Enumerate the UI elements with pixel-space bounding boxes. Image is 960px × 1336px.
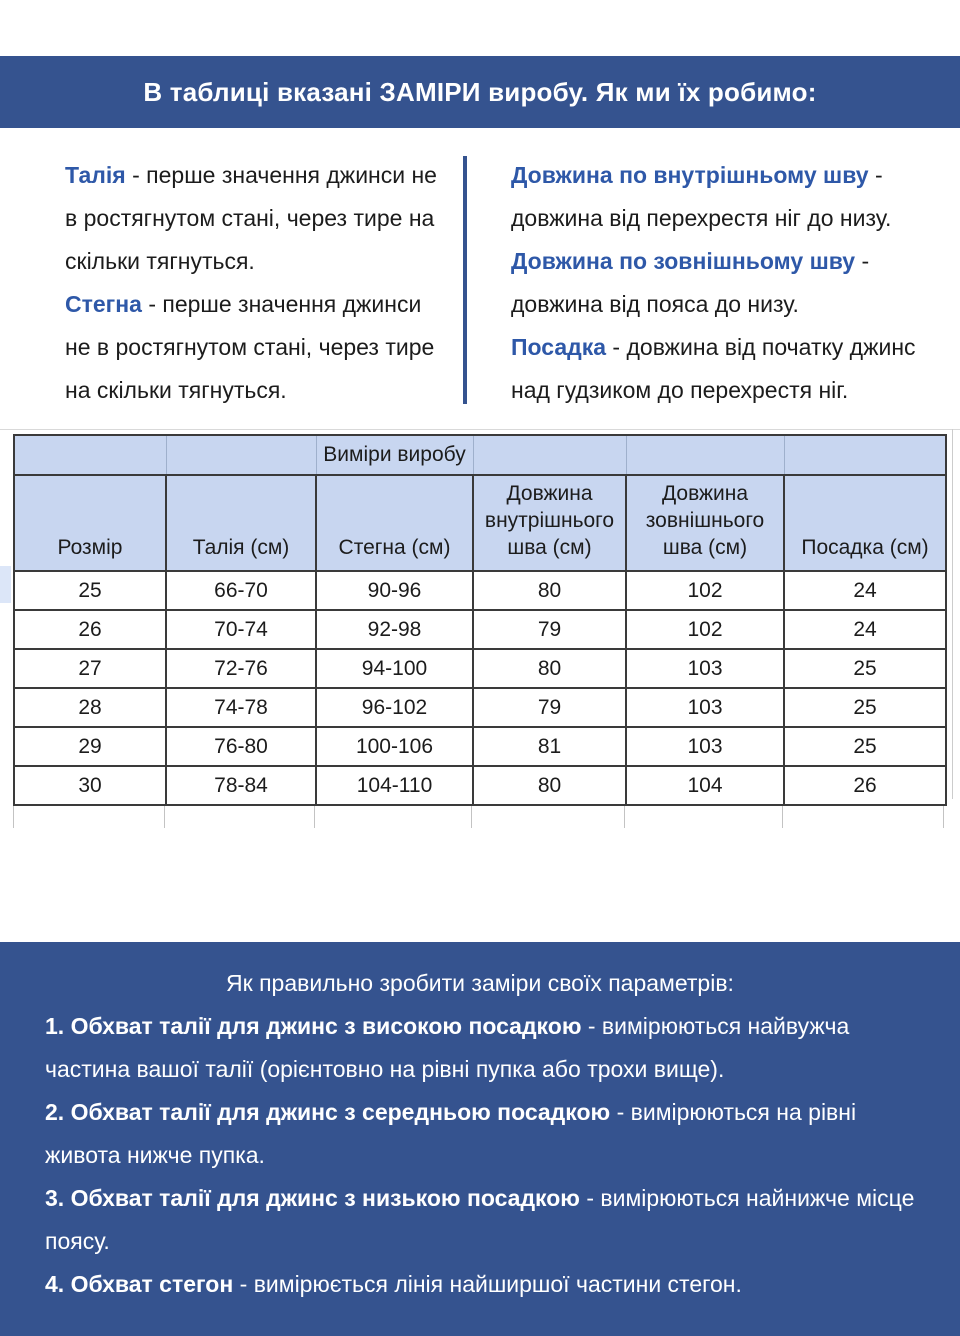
table-cell: 72-76 [166,649,316,688]
instruction-term: 3. Обхват талії для джинс з низькою посадкою [45,1185,580,1211]
spreadsheet-gridline-artifact [164,806,165,828]
definitions-right-column [511,154,919,412]
instruction-term: 1. Обхват талії для джинс з високою посадкою [45,1013,582,1039]
column-header-rise: Посадка (см) [784,475,946,571]
instruction-item-3 [45,1177,915,1263]
table-cell: 104 [626,766,784,805]
table-cell: 25 [14,571,166,610]
definitions-left-column [65,154,447,412]
spreadsheet-gridline-artifact [624,806,625,828]
column-header-waist: Талія (см) [166,475,316,571]
table-row [14,688,946,727]
instructions-section [0,942,960,1336]
caption-cell [784,435,946,475]
instruction-text: вимірюються найвужча частина вашої талії (орієнтовно на рівні пупка або трохи вище). [45,1013,850,1082]
table-cell: 80 [473,649,626,688]
table-header-row [14,475,946,571]
table-cell: 78-84 [166,766,316,805]
dash-separator: - [579,1185,601,1211]
table-caption: Виміри виробу [316,435,473,475]
definition-waist [65,154,447,283]
instruction-item-1 [45,1005,915,1091]
table-row [14,766,946,805]
banner-title: В таблиці вказані ЗАМІРИ виробу. Як ми їх робимо: [143,76,817,107]
column-header-inseam: Довжина внутрішнього шва (см) [473,475,626,571]
table-cell: 94-100 [316,649,473,688]
table-row [14,610,946,649]
spreadsheet-gridline-artifact [943,806,944,828]
table-cell: 25 [784,649,946,688]
header-banner [0,56,960,128]
table-cell: 24 [784,571,946,610]
dash-separator: - [610,1099,631,1125]
caption-cell [14,435,166,475]
spreadsheet-gridline-artifact [0,429,960,430]
vertical-divider [463,156,467,404]
definition-text: довжина від пояса до низу. [511,291,799,317]
instruction-text: вимірюються найнижче місце поясу. [45,1185,915,1254]
caption-cell [166,435,316,475]
definitions-section [0,128,960,412]
caption-cell [473,435,626,475]
table-cell: 25 [784,688,946,727]
instruction-term: 2. Обхват талії для джинс з середньою посадкою [45,1099,611,1125]
dash-separator: - [606,334,627,360]
spreadsheet-row-highlight-artifact [0,566,11,603]
instruction-term: 4. Обхват стегон [45,1271,234,1297]
size-table [13,434,947,806]
table-cell: 24 [784,610,946,649]
table-cell: 92-98 [316,610,473,649]
table-cell: 96-102 [316,688,473,727]
table-cell: 66-70 [166,571,316,610]
definition-term: Талія [65,162,126,188]
dash-separator: - [233,1271,254,1297]
definition-rise [511,326,919,412]
definition-text: довжина від перехрестя ніг до низу. [511,205,892,231]
table-caption-row [14,435,946,475]
spreadsheet-gridline-artifact [13,806,14,828]
table-cell: 103 [626,649,784,688]
table-cell: 79 [473,610,626,649]
definition-text: довжина від початку джинс над гудзиком до перехрестя ніг. [511,334,916,403]
table-row [14,727,946,766]
table-row [14,571,946,610]
table-cell: 76-80 [166,727,316,766]
table-cell: 100-106 [316,727,473,766]
instructions-heading: Як правильно зробити заміри своїх параметрів: [226,970,734,996]
table-cell: 28 [14,688,166,727]
table-cell: 25 [784,727,946,766]
column-header-outseam: Довжина зовнішнього шва (см) [626,475,784,571]
spreadsheet-gridline-artifact [952,429,953,799]
dash-separator: - [125,162,147,188]
spreadsheet-gridline-artifact [782,806,783,828]
definition-text: перше значення джинси не в ростягнутом стані, через тире на скільки тягнуться. [65,162,437,274]
table-cell: 80 [473,571,626,610]
dash-separator: - [141,291,163,317]
table-cell: 26 [14,610,166,649]
spreadsheet-gridline-artifact [471,806,472,828]
table-cell: 104-110 [316,766,473,805]
spreadsheet-gridline-artifact [314,806,315,828]
table-cell: 102 [626,610,784,649]
table-cell: 80 [473,766,626,805]
table-cell: 90-96 [316,571,473,610]
table-cell: 74-78 [166,688,316,727]
instruction-item-2 [45,1091,915,1177]
definition-term: Посадка [511,334,607,360]
definition-term: Довжина по внутрішньому шву [511,162,869,188]
dash-separator: - [855,248,870,274]
table-cell: 103 [626,688,784,727]
column-header-size: Розмір [14,475,166,571]
table-cell: 26 [784,766,946,805]
dash-separator: - [581,1013,602,1039]
instruction-text: вимірюється лінія найширшої частини стегон. [253,1271,742,1297]
definition-outseam [511,240,919,326]
caption-cell [626,435,784,475]
table-cell: 79 [473,688,626,727]
table-cell: 81 [473,727,626,766]
definition-hips [65,283,447,412]
definition-term: Довжина по зовнішньому шву [511,248,856,274]
table-cell: 30 [14,766,166,805]
table-cell: 27 [14,649,166,688]
table-cell: 102 [626,571,784,610]
size-table-section [13,434,945,806]
definition-text: перше значення джинси не в ростягнутом стані, через тире на скільки тягнуться. [65,291,435,403]
table-cell: 70-74 [166,610,316,649]
table-cell: 29 [14,727,166,766]
dash-separator: - [868,162,883,188]
definition-inseam [511,154,919,240]
definition-term: Стегна [65,291,142,317]
instruction-text: вимірюються на рівні живота нижче пупка. [45,1099,857,1168]
table-body [14,571,946,805]
column-header-hips: Стегна (см) [316,475,473,571]
instruction-item-4 [45,1263,915,1306]
table-row [14,649,946,688]
table-cell: 103 [626,727,784,766]
